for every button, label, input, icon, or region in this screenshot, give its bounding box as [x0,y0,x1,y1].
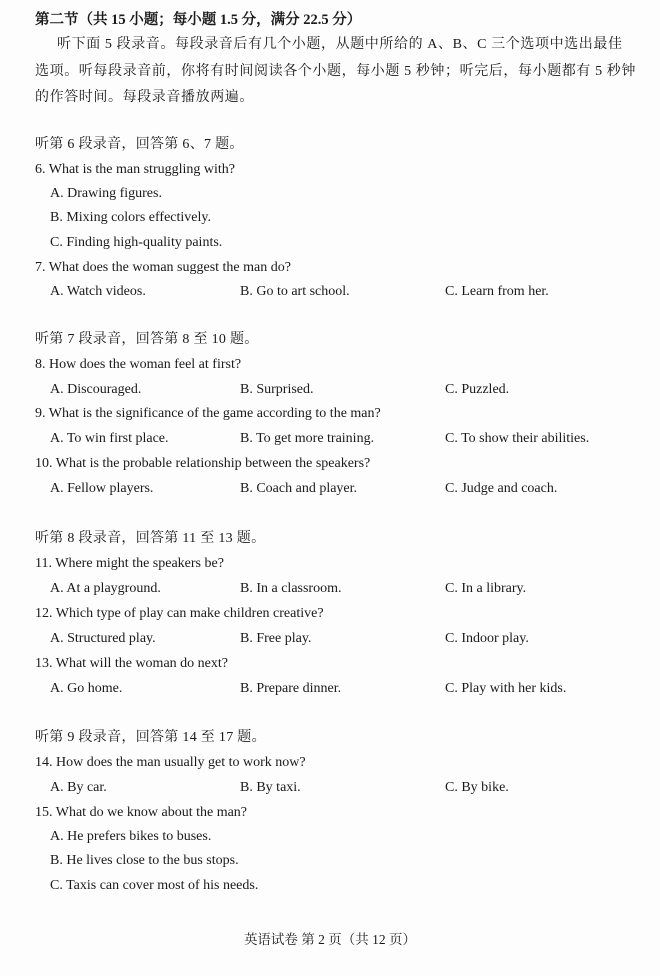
question-stem: 7. What does the woman suggest the man do? [35,260,291,275]
instructions-line-3: 的作答时间。每段录音播放两遍。 [35,90,254,105]
option-b: B. He lives close to the bus stops. [50,853,239,868]
section-title: 第二节（共 15 小题；每小题 1.5 分，满分 22.5 分） [35,12,362,28]
option-b: B. Surprised. [240,382,314,397]
option-c: C. Indoor play. [445,631,529,646]
question-stem: 8. How does the woman feel at first? [35,357,242,372]
question-stem: 6. What is the man struggling with? [35,162,235,177]
group-heading: 听第 6 段录音，回答第 6、7 题。 [35,137,244,152]
option-a: A. Fellow players. [50,481,154,496]
option-a: A. Drawing figures. [50,186,162,201]
option-a: A. Go home. [50,681,123,696]
option-a: A. At a playground. [50,581,161,596]
option-a: A. To win first place. [50,431,169,446]
question-stem: 10. What is the probable relationship between the speakers? [35,456,371,471]
instructions-line-1: 听下面 5 段录音。每段录音后有几个小题，从题中所给的 A、B、C 三个选项中选出最佳 [57,37,623,52]
option-c: C. Taxis can cover most of his needs. [50,878,259,893]
page-footer: 英语试卷 第 2 页（共 12 页） [243,932,417,947]
option-b: B. Mixing colors effectively. [50,210,211,225]
option-a: A. Discouraged. [50,382,142,397]
question-stem: 11. Where might the speakers be? [35,556,224,571]
option-c: C. To show their abilities. [445,431,590,446]
option-c: C. Judge and coach. [445,481,558,496]
option-b: B. Coach and player. [240,481,358,496]
group-heading: 听第 7 段录音，回答第 8 至 10 题。 [35,332,259,347]
option-b: B. Prepare dinner. [240,681,342,696]
option-a: A. By car. [50,780,107,795]
question-stem: 15. What do we know about the man? [35,805,248,820]
group-heading: 听第 9 段录音，回答第 14 至 17 题。 [35,730,266,745]
option-b: B. By taxi. [240,780,301,795]
option-b: B. To get more training. [240,431,375,446]
option-b: B. Go to art school. [240,284,350,299]
question-stem: 13. What will the woman do next? [35,656,228,671]
question-stem: 14. How does the man usually get to work now? [35,755,306,770]
question-stem: 12. Which type of play can make children creative? [35,606,324,621]
option-a: A. Watch videos. [50,284,146,299]
option-c: C. Finding high-quality paints. [50,235,223,250]
instructions-line-2: 选项。听每段录音前，你将有时间阅读各个小题，每小题 5 秒钟；听完后，每小题都有 5 秒钟 [35,64,636,79]
group-heading: 听第 8 段录音，回答第 11 至 13 题。 [35,531,266,546]
question-stem: 9. What is the significance of the game according to the man? [35,406,381,421]
option-c: C. Puzzled. [445,382,510,397]
option-b: B. In a classroom. [240,581,342,596]
option-a: A. He prefers bikes to buses. [50,829,212,844]
option-c: C. By bike. [445,780,509,795]
option-b: B. Free play. [240,631,312,646]
option-a: A. Structured play. [50,631,156,646]
option-c: C. Play with her kids. [445,681,567,696]
option-c: C. In a library. [445,581,527,596]
option-c: C. Learn from her. [445,284,549,299]
